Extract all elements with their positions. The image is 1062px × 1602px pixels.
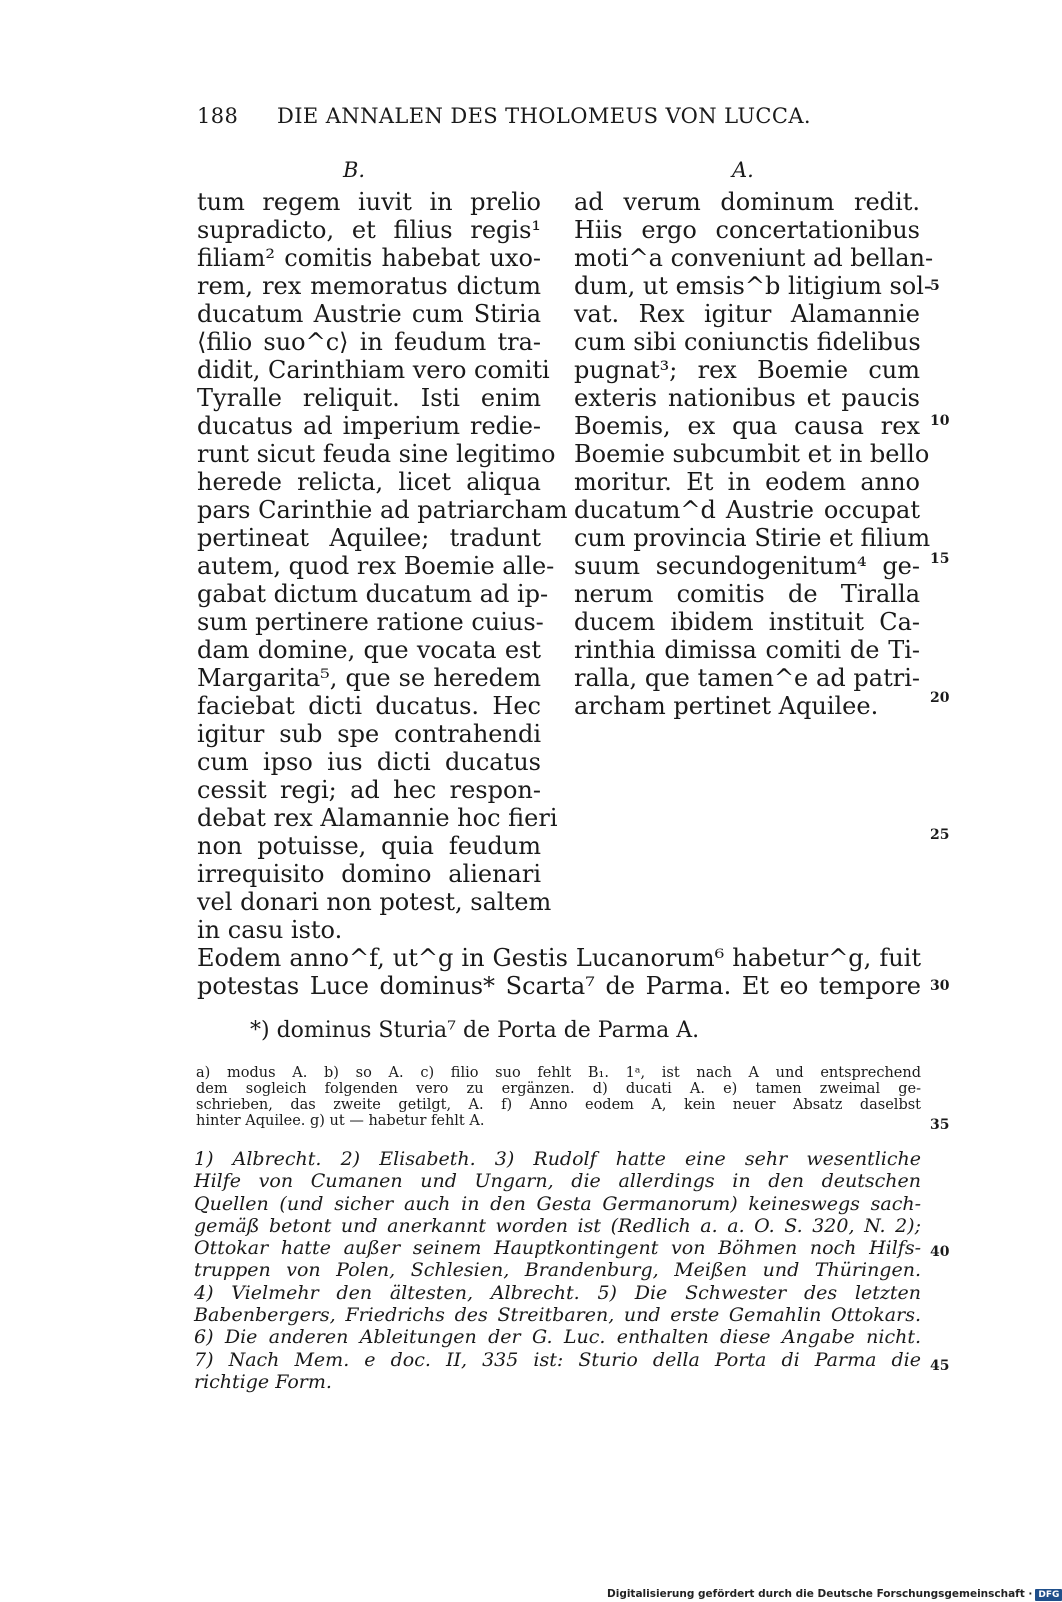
text-line: debat rex Alamannie hoc fieri: [197, 804, 558, 832]
text-line: Boemie subcumbit et in bello: [574, 440, 930, 468]
running-title: DIE ANNALEN DES THOLOMEUS VON LUCCA.: [277, 104, 811, 128]
full-width-paragraph: [197, 944, 921, 1000]
text-line: runt sicut feuda sine legitimo: [197, 440, 556, 468]
column-label-b: B.: [343, 158, 366, 182]
apparatus-line: dem sogleich folgenden vero zu ergänzen. d) ducati A. e) tamen zweimal ge-: [196, 1081, 921, 1097]
footnote-line: truppen von Polen, Schlesien, Brandenburg, Meißen und Thüringen.: [194, 1259, 921, 1282]
footnote-line: 7) Nach Mem. e doc. II, 335 ist: Sturio della Porta di Parma die: [194, 1348, 921, 1371]
footnote-line: Ottokar hatte außer seinem Hauptkontingent von Böhmen noch Hilfs-: [194, 1237, 921, 1260]
text-line: ducatus ad imperium redie-: [197, 412, 541, 440]
text-line: herede relicta, licet aliqua: [197, 468, 541, 496]
text-line: Tyralle reliquit. Isti enim: [197, 384, 541, 412]
variant-note: *) dominus Sturia⁷ de Porta de Parma A.: [250, 1018, 700, 1043]
text-line: ralla, que tamen^e ad patri-: [574, 664, 920, 692]
text-line: nerum comitis de Tiralla: [574, 580, 920, 608]
digitization-credit: [607, 1588, 1062, 1601]
text-line: Boemis, ex qua causa rex: [574, 412, 920, 440]
text-line: dum, ut emsis^b litigium sol-: [574, 272, 933, 300]
text-line: gabat dictum ducatum ad ip-: [197, 580, 549, 608]
text-line: vel donari non potest, saltem: [197, 888, 552, 916]
text-line: non potuisse, quia feudum: [197, 832, 541, 860]
text-line: rinthia dimissa comiti de Ti-: [574, 636, 920, 664]
dfg-logo: DFG: [1035, 1589, 1062, 1601]
text-column-a: [574, 188, 934, 720]
line-number: 20: [930, 690, 950, 706]
text-line: ⟨filio suo^c⟩ in feudum tra-: [197, 328, 541, 356]
text-line: cum sibi coniunctis fidelibus: [574, 328, 921, 356]
text-line: Hiis ergo concertationibus: [574, 216, 920, 244]
text-line: moti^a conveniunt ad bellan-: [574, 244, 934, 272]
text-line: pertineat Aquilee; tradunt: [197, 524, 541, 552]
text-line: pugnat³; rex Boemie cum: [574, 356, 920, 384]
footnotes: [194, 1148, 921, 1393]
text-line: ad verum dominum redit.: [574, 188, 920, 216]
footnote-line: richtige Form.: [194, 1370, 332, 1393]
footnote-line: gemäß betont und anerkannt worden ist (Redlich a. a. O. S. 320, N. 2);: [194, 1214, 921, 1237]
text-line: dam domine, que vocata est: [197, 636, 541, 664]
text-line: archam pertinet Aquilee.: [574, 692, 879, 720]
text-line: rem, rex memoratus dictum: [197, 272, 541, 300]
text-line: cum provincia Stirie et filium: [574, 524, 931, 552]
footnote-line: Quellen (und sicher auch in den Gesta Germanorum) keineswegs sach-: [194, 1192, 921, 1215]
line-number: 15: [930, 551, 950, 567]
apparatus-line: hinter Aquilee. g) ut — habetur fehlt A.: [196, 1113, 485, 1129]
critical-apparatus: [196, 1065, 921, 1129]
text-line: didit, Carinthiam vero comiti: [197, 356, 550, 384]
text-line: pars Carinthie ad patriarcham: [197, 496, 568, 524]
footnote-line: Hilfe von Cumanen und Ungarn, die allerdings in den deutschen: [194, 1170, 921, 1193]
page-number: 188: [197, 104, 239, 128]
text-line: suum secundogenitum⁴ ge-: [574, 552, 920, 580]
running-header: [197, 104, 829, 128]
apparatus-line: a) modus A. b) so A. c) filio suo fehlt B₁. 1ᵃ, ist nach A und entsprechend: [196, 1065, 921, 1081]
text-line: vat. Rex igitur Alamannie: [574, 300, 920, 328]
text-line: autem, quod rex Boemie alle-: [197, 552, 555, 580]
apparatus-line: schrieben, das zweite getilgt, A. f) Anno eodem A, kein neuer Absatz daselbst: [196, 1097, 921, 1113]
text-line: tum regem iuvit in prelio: [197, 188, 541, 216]
text-line: supradicto, et filius regis¹: [197, 216, 541, 244]
footnote-line: 1) Albrecht. 2) Elisabeth. 3) Rudolf hatte eine sehr wesentliche: [194, 1148, 921, 1170]
line-number: 40: [930, 1244, 950, 1260]
text-line: Eodem anno^f, ut^g in Gestis Lucanorum⁶ habetur^g, fuit: [197, 944, 921, 972]
credit-text: Digitalisierung gefördert durch die Deutsche Forschungsgemeinschaft ·: [607, 1588, 1033, 1600]
text-line: ducem ibidem instituit Ca-: [574, 608, 920, 636]
text-line: irrequisito domino alienari: [197, 860, 541, 888]
text-line: faciebat dicti ducatus. Hec: [197, 692, 541, 720]
line-number: 35: [930, 1117, 950, 1133]
text-line: ducatum^d Austrie occupat: [574, 496, 920, 524]
line-number: 30: [930, 978, 950, 994]
text-line: Margarita⁵, que se heredem: [197, 664, 541, 692]
line-number: 45: [930, 1358, 950, 1374]
line-number: 25: [930, 827, 950, 843]
text-column-b: [197, 188, 568, 944]
line-number: 10: [930, 413, 950, 429]
line-number: 5: [930, 278, 940, 294]
text-line: in casu isto.: [197, 916, 343, 944]
text-line: ducatum Austrie cum Stiria: [197, 300, 541, 328]
text-line: potestas Luce dominus* Scarta⁷ de Parma. Et eo tempore: [197, 972, 921, 1000]
footnote-line: Babenbergers, Friedrichs des Streitbaren, und erste Gemahlin Ottokars.: [194, 1304, 921, 1327]
text-line: sum pertinere ratione cuius-: [197, 608, 544, 636]
text-line: filiam² comitis habebat uxo-: [197, 244, 541, 272]
text-line: moritur. Et in eodem anno: [574, 468, 920, 496]
footnote-line: 6) Die anderen Ableitungen der G. Luc. enthalten diese Angabe nicht.: [194, 1326, 921, 1349]
column-label-a: A.: [732, 158, 754, 182]
text-line: igitur sub spe contrahendi: [197, 720, 541, 748]
text-line: cum ipso ius dicti ducatus: [197, 748, 541, 776]
text-line: exteris nationibus et paucis: [574, 384, 920, 412]
footnote-line: 4) Vielmehr den ältesten, Albrecht. 5) Die Schwester des letzten: [194, 1281, 921, 1304]
text-line: cessit regi; ad hec respon-: [197, 776, 541, 804]
